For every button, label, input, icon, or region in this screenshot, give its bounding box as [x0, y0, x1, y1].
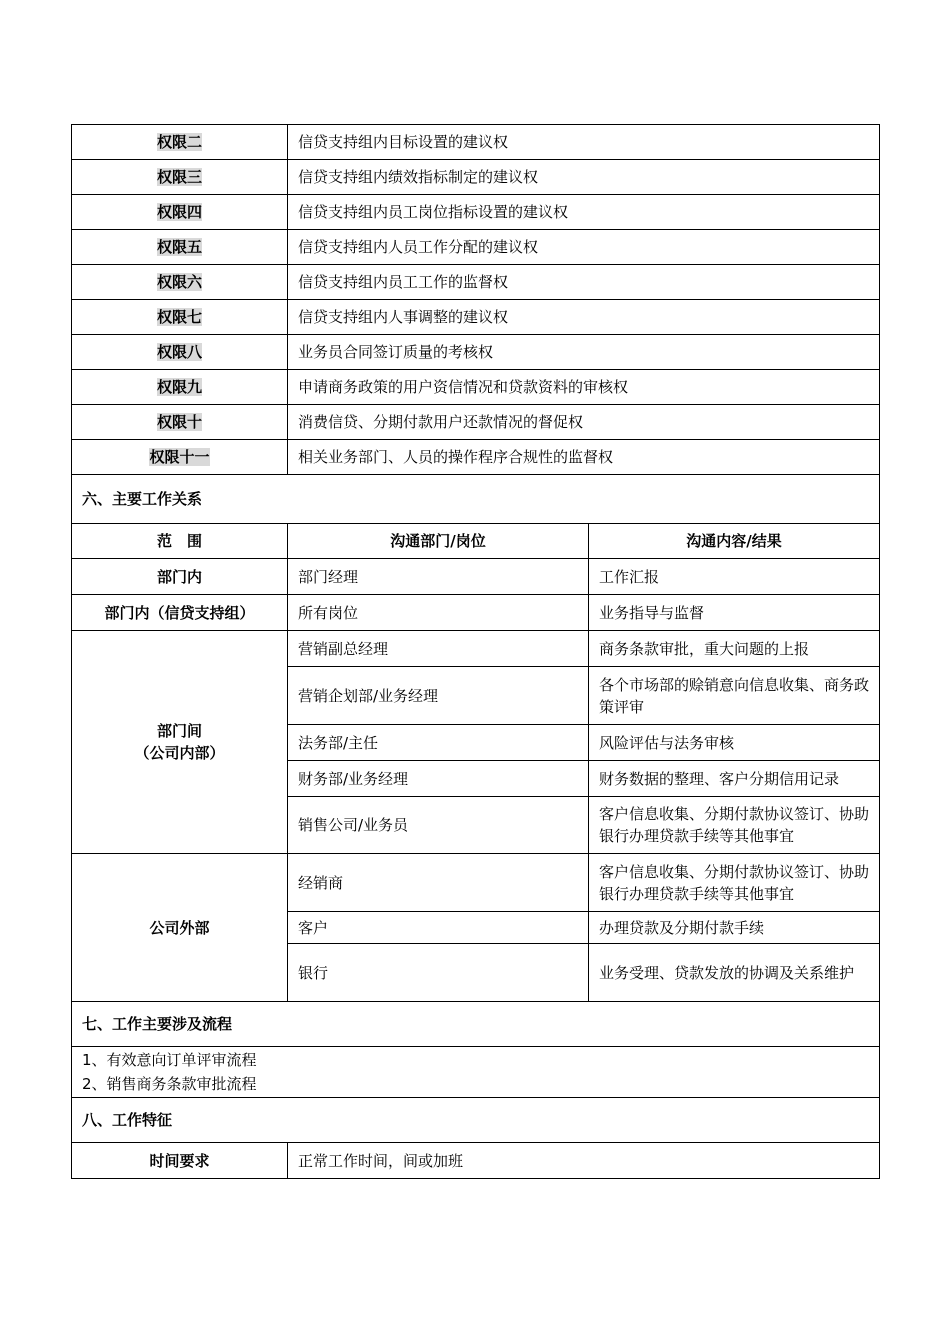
- permission-label: 权限五: [156, 238, 202, 256]
- permission-label: 权限二: [156, 133, 202, 151]
- relation-content: 财务数据的整理、客户分期信用记录: [589, 761, 880, 797]
- permission-row: [72, 160, 880, 195]
- permission-row: [72, 195, 880, 230]
- permission-row: [72, 300, 880, 335]
- time-requirement-value: 正常工作时间，间或加班: [288, 1143, 880, 1179]
- scope-line: （公司内部）: [134, 744, 225, 762]
- relation-dept: 银行: [288, 944, 589, 1002]
- relation-content: 各个市场部的赊销意向信息收集、商务政策评审: [589, 667, 880, 725]
- relation-dept: 法务部/主任: [288, 725, 589, 761]
- permission-label: 权限十: [156, 413, 202, 431]
- permission-label: 权限八: [156, 343, 202, 361]
- relation-dept: 部门经理: [288, 559, 589, 595]
- permission-row: [72, 405, 880, 440]
- feature-row: [72, 1143, 880, 1179]
- permission-text: 业务员合同签订质量的考核权: [288, 335, 880, 370]
- permission-row: [72, 370, 880, 405]
- relation-dept: 客户: [288, 912, 589, 944]
- permission-text: 消费信贷、分期付款用户还款情况的督促权: [288, 405, 880, 440]
- relations-header-row: [72, 524, 880, 559]
- relation-dept: 经销商: [288, 854, 589, 912]
- process-list-row: [72, 1047, 880, 1098]
- permission-text: 信贷支持组内目标设置的建议权: [288, 125, 880, 160]
- section-heading-row: [72, 1098, 880, 1143]
- permission-row: [72, 335, 880, 370]
- scope-line: 部门间: [156, 722, 202, 740]
- permission-text: 信贷支持组内人员工作分配的建议权: [288, 230, 880, 265]
- permission-label: 权限七: [156, 308, 202, 326]
- relation-content: 业务受理、贷款发放的协调及关系维护: [589, 944, 880, 1002]
- permission-text: 相关业务部门、人员的操作程序合规性的监督权: [288, 440, 880, 475]
- relation-content: 风险评估与法务审核: [589, 725, 880, 761]
- relation-dept: 财务部/业务经理: [288, 761, 589, 797]
- relation-scope: 部门内: [72, 559, 288, 595]
- permission-text: 信贷支持组内员工岗位指标设置的建议权: [288, 195, 880, 230]
- permission-row: [72, 440, 880, 475]
- header-content: 沟通内容/结果: [589, 524, 880, 559]
- relation-content: 办理贷款及分期付款手续: [589, 912, 880, 944]
- relation-content: 客户信息收集、分期付款协议签订、协助银行办理贷款手续等其他事宜: [589, 854, 880, 912]
- relation-row: [72, 631, 880, 667]
- permission-row: [72, 125, 880, 160]
- relation-row: [72, 854, 880, 912]
- permission-text: 信贷支持组内员工工作的监督权: [288, 265, 880, 300]
- relation-dept: 所有岗位: [288, 595, 589, 631]
- relation-row: [72, 559, 880, 595]
- relation-content: 商务条款审批，重大问题的上报: [589, 631, 880, 667]
- relation-dept: 销售公司/业务员: [288, 797, 589, 854]
- relation-scope: 部门内（信贷支持组）: [72, 595, 288, 631]
- permission-row: [72, 265, 880, 300]
- section-heading-row: [72, 1002, 880, 1047]
- relation-scope-external: 公司外部: [72, 854, 288, 1002]
- relation-content: 客户信息收集、分期付款协议签订、协助银行办理贷款手续等其他事宜: [589, 797, 880, 854]
- header-scope: 范 围: [72, 524, 288, 559]
- section6-title: 六、主要工作关系: [72, 475, 880, 524]
- relation-scope-inter: [72, 631, 288, 854]
- permission-label: 权限十一: [149, 448, 210, 466]
- process-item: 2、销售商务条款审批流程: [82, 1075, 257, 1093]
- process-item: 1、有效意向订单评审流程: [82, 1051, 257, 1069]
- permission-label: 权限三: [156, 168, 202, 186]
- section-heading-row: [72, 475, 880, 524]
- relation-row: [72, 595, 880, 631]
- relation-content: 工作汇报: [589, 559, 880, 595]
- process-list: [72, 1047, 880, 1098]
- section7-title: 七、工作主要涉及流程: [72, 1002, 880, 1047]
- relation-dept: 营销企划部/业务经理: [288, 667, 589, 725]
- permission-row: [72, 230, 880, 265]
- relation-content: 业务指导与监督: [589, 595, 880, 631]
- relation-dept: 营销副总经理: [288, 631, 589, 667]
- permission-text: 申请商务政策的用户资信情况和贷款资料的审核权: [288, 370, 880, 405]
- permission-text: 信贷支持组内绩效指标制定的建议权: [288, 160, 880, 195]
- section8-title: 八、工作特征: [72, 1098, 880, 1143]
- job-description-table: [71, 124, 880, 1179]
- header-dept: 沟通部门/岗位: [288, 524, 589, 559]
- time-requirement-label: 时间要求: [72, 1143, 288, 1179]
- permission-label: 权限四: [156, 203, 202, 221]
- permission-label: 权限六: [156, 273, 202, 291]
- permission-text: 信贷支持组内人事调整的建议权: [288, 300, 880, 335]
- permission-label: 权限九: [156, 378, 202, 396]
